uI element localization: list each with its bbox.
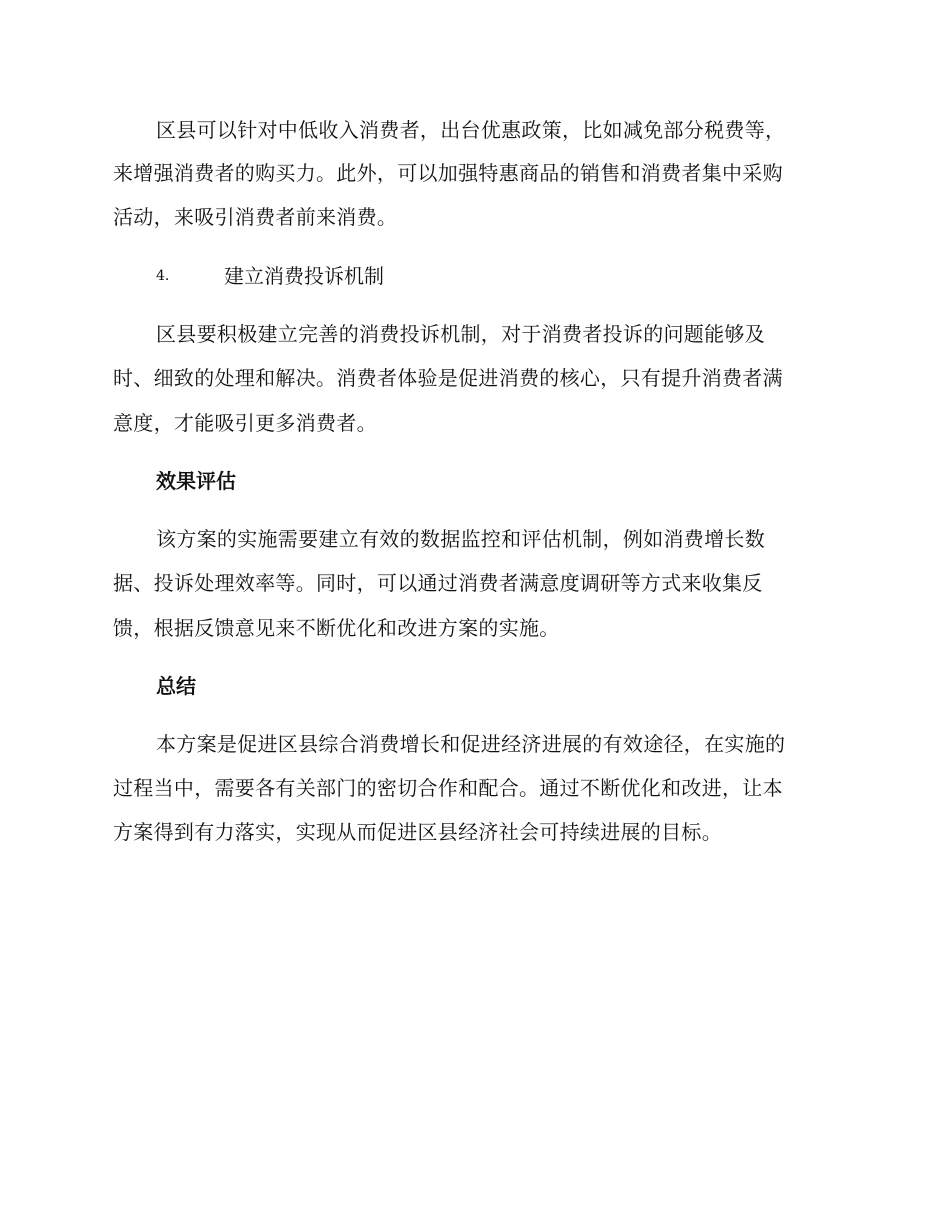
section-heading-effect: 效果评估 — [156, 469, 236, 493]
section-heading-summary: 总结 — [156, 674, 196, 698]
summary-line-2: 过程当中，需要各有关部门的密切合作和配合。通过不断优化和改进，让本 — [113, 776, 783, 800]
paragraph-1-line-3: 活动，来吸引消费者前来消费。 — [113, 205, 398, 229]
effect-line-2: 据、投诉处理效率等。同时，可以通过消费者满意度调研等方式来收集反 — [113, 571, 763, 595]
paragraph-2-line-1: 区县要积极建立完善的消费投诉机制，对于消费者投诉的问题能够及 — [156, 322, 765, 346]
paragraph-1-line-2: 来增强消费者的购买力。此外，可以加强特惠商品的销售和消费者集中采购 — [113, 161, 783, 185]
summary-line-1: 本方案是促进区县综合消费增长和促进经济进展的有效途径，在实施的 — [156, 732, 786, 756]
paragraph-1-line-1: 区县可以针对中低收入消费者，出台优惠政策，比如减免部分税费等， — [156, 118, 786, 142]
summary-line-3: 方案得到有力落实，实现从而促进区县经济社会可持续进展的目标。 — [113, 820, 722, 844]
list-item-text: 建立消费投诉机制 — [224, 264, 384, 288]
paragraph-2-line-2: 时、细致的处理和解决。消费者体验是促进消费的核心，只有提升消费者满 — [113, 366, 783, 390]
paragraph-2-line-3: 意度，才能吸引更多消费者。 — [113, 411, 377, 435]
effect-line-1: 该方案的实施需要建立有效的数据监控和评估机制，例如消费增长数 — [156, 527, 765, 551]
effect-line-3: 馈，根据反馈意见来不断优化和改进方案的实施。 — [113, 616, 560, 640]
list-item-number: 4. — [156, 268, 170, 284]
